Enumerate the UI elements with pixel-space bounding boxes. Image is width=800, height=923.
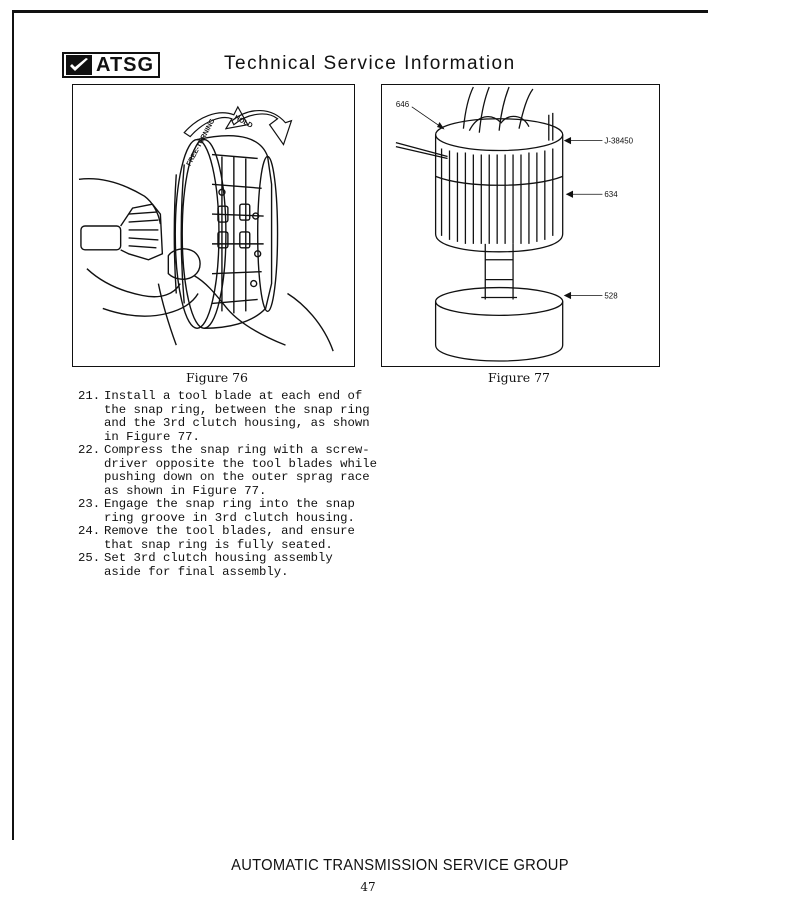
step-line: and the 3rd clutch housing, as shown [104, 416, 370, 430]
step-25 [78, 552, 378, 579]
figure-77-caption: Figure 77 [488, 370, 550, 385]
footer-organization: AUTOMATIC TRANSMISSION SERVICE GROUP [231, 857, 569, 874]
top-border-rule [12, 10, 708, 13]
step-line: driver opposite the tool blades while [104, 456, 378, 471]
step-21 [78, 390, 378, 444]
step-22 [78, 444, 378, 498]
step-line: pushing down on the outer sprag race [104, 470, 370, 484]
figure-76-caption: Figure 76 [186, 370, 248, 385]
step-line: Set 3rd clutch housing assembly [104, 551, 333, 565]
step-number: 23. [78, 497, 101, 511]
step-line: as shown in Figure 77. [104, 483, 267, 498]
page-title: Technical Service Information [224, 53, 516, 74]
left-border-rule [12, 10, 14, 840]
step-line: Install a tool blade at each end of [104, 389, 363, 403]
step-line: that snap ring is fully seated. [104, 537, 333, 552]
sprag-assembly-illustration-icon [73, 85, 354, 366]
callout-528: 528 [604, 291, 618, 301]
step-23 [78, 498, 378, 525]
callout-634: 634 [604, 190, 618, 200]
step-number: 22. [78, 443, 101, 457]
callout-j-38450: J-38450 [604, 136, 634, 146]
figure-76-frame [72, 84, 355, 367]
step-number: 24. [78, 524, 101, 538]
checkmark-logo-icon [66, 55, 92, 75]
step-line: the snap ring, between the snap ring [104, 402, 370, 417]
figure-77-frame [381, 84, 660, 367]
clutch-housing-illustration-icon [382, 85, 659, 366]
free-turning-label: FREE-TURNING [185, 117, 217, 168]
logo-text: ATSG [96, 54, 155, 76]
step-line: Engage the snap ring into the snap [104, 497, 355, 511]
step-line: Remove the tool blades, and ensure [104, 524, 355, 538]
atsg-logo [62, 52, 160, 78]
step-line: aside for final assembly. [104, 564, 289, 579]
procedure-steps [78, 390, 378, 579]
page-number: 47 [360, 880, 376, 894]
step-line: Compress the snap ring with a screw- [104, 443, 370, 457]
step-24 [78, 525, 378, 552]
step-number: 21. [78, 389, 101, 403]
step-line: ring groove in 3rd clutch housing. [104, 510, 355, 525]
callout-646: 646 [395, 99, 410, 109]
step-line: in Figure 77. [104, 429, 200, 444]
hold-label: HOLD [232, 114, 254, 130]
step-number: 25. [78, 551, 101, 565]
